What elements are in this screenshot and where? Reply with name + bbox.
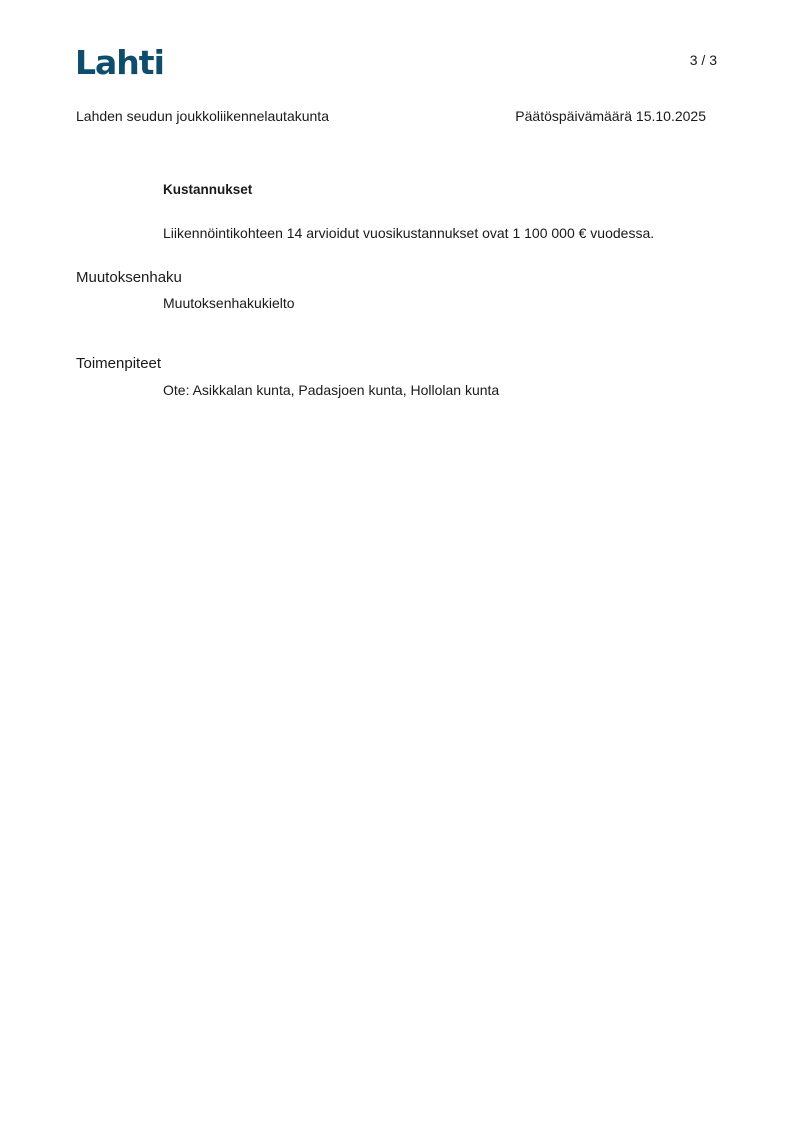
page-number: 3 / 3 [689,52,717,68]
organization-name: Lahden seudun joukkoliikennelautakunta [76,108,329,124]
appeal-heading: Muutoksenhaku [76,269,182,286]
costs-text: Liikennöintikohteen 14 arvioidut vuosikustannukset ovat 1 100 000 € vuodessa. [163,225,655,241]
actions-heading: Toimenpiteet [76,355,162,372]
actions-text: Ote: Asikkalan kunta, Padasjoen kunta, Hollolan kunta [163,382,500,398]
costs-heading: Kustannukset [163,182,253,197]
decision-date: Päätöspäivämäärä 15.10.2025 [515,108,706,124]
lahti-logo: Lahti [75,43,164,82]
appeal-text: Muutoksenhakukielto [163,295,295,311]
